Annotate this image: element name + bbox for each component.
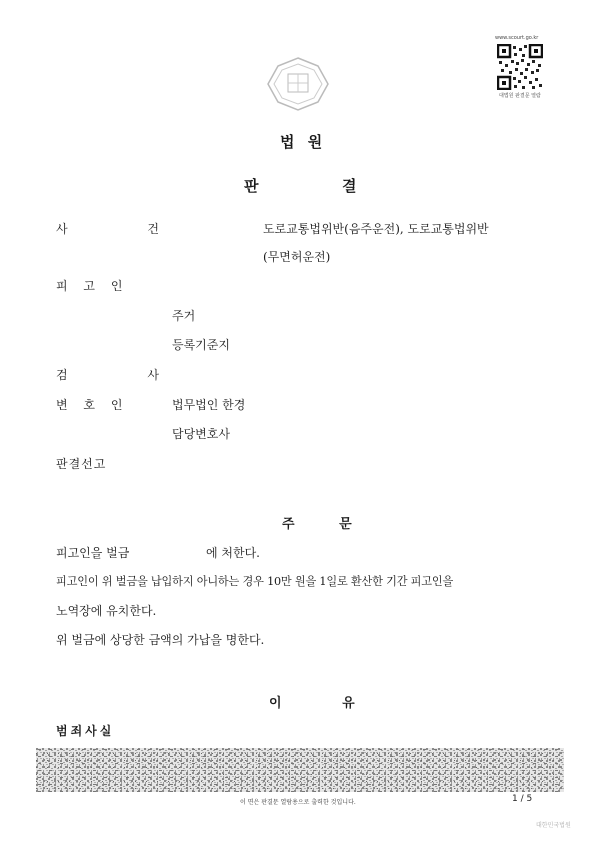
- footer-note: 이 면은 판결문 열람용으로 출력한 것입니다.: [240, 799, 356, 806]
- redaction-pattern: [36, 748, 564, 792]
- court-seal-icon: [266, 56, 330, 112]
- counsel-label: 변 호 인: [56, 398, 129, 412]
- defendant-label: 피 고 인: [56, 279, 129, 293]
- footer-watermark: 대한민국법원: [536, 822, 571, 829]
- order-line1-a: 피고인을 벌금: [56, 546, 130, 560]
- order-line2: 피고인이 위 벌금을 납입하지 아니하는 경우 10만 원을 1일로 환산한 기간 피고인을: [56, 575, 454, 588]
- qr-url: www.scourt.go.kr: [495, 35, 539, 41]
- document-title-part-1: 판: [244, 177, 259, 195]
- case-name-line2: (무면허운전): [263, 250, 331, 264]
- counsel-attorney: 담당변호사: [172, 427, 230, 441]
- reasons-section-title: 이 유: [269, 696, 383, 711]
- page-number: 1 / 5: [512, 794, 533, 804]
- case-name-line1: 도로교통법위반(음주운전), 도로교통법위반: [263, 222, 489, 236]
- document-title-part-2: 결: [342, 177, 357, 195]
- order-line3: 노역장에 유치한다.: [56, 604, 157, 618]
- order-line4: 위 벌금에 상당한 금액의 가납을 명한다.: [56, 633, 265, 647]
- prosecutor-label: 검 사: [56, 368, 197, 382]
- judgment-date-label: 판결선고: [56, 457, 107, 471]
- order-line1-b: 에 처한다.: [206, 546, 260, 560]
- qr-code-icon[interactable]: [497, 44, 543, 90]
- court-title: 법 원: [280, 133, 327, 151]
- qr-caption: 대법원 판결문 열람: [499, 93, 541, 99]
- reasons-subtitle: 범죄사실: [56, 724, 115, 738]
- case-label: 사 건: [56, 222, 197, 236]
- address-label: 주거: [172, 309, 196, 323]
- counsel-firm: 법무법인 한경: [172, 398, 246, 412]
- registry-label: 등록기준지: [172, 338, 230, 352]
- order-section-title: 주 문: [282, 517, 372, 532]
